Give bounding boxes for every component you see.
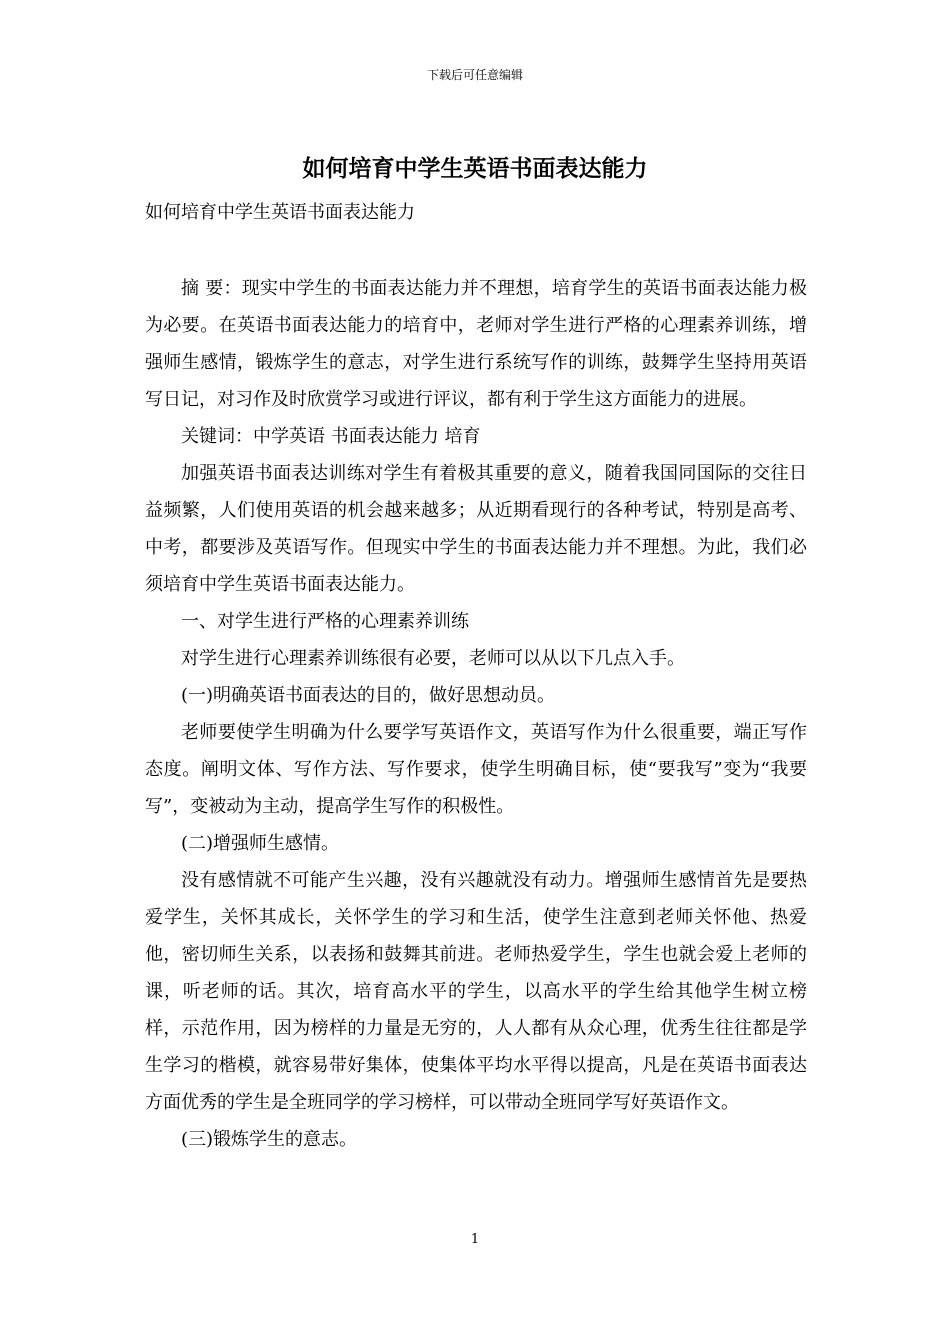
subsection-1-paragraph: 老师要使学生明确为什么要学写英语作文，英语写作为什么很重要，端正写作态度。阐明文体、写作方法、写作要求，使学生明确目标，使“要我写”变为“我要写”，变被动为主动，提高学生写作的积极性。 [145,722,807,817]
document-subtitle: 如何培育中学生英语书面表达能力 [145,202,415,223]
page-header-note: 下载后可任意编辑 [426,68,523,82]
subsection-heading-1: (一)明确英语书面表达的目的，做好思想动员。 [181,685,556,706]
subsection-heading-3: (三)锻炼学生的意志。 [181,1129,358,1150]
section-heading-1: 一、对学生进行严格的心理素养训练 [181,611,469,632]
abstract-paragraph: 摘 要：现实中学生的书面表达能力并不理想，培育学生的英语书面表达能力极为必要。在英语书面表达能力的培育中，老师对学生进行严格的心理素养训练，增强师生感情，锻炼学生的意志，对学生进行系统写作的训练，鼓舞学生坚持用英语写日记，对习作及时欣赏学习或进行评议，都有利于学生这方面能力的进展。 [145,278,807,410]
page-number: 1 [470,1232,480,1247]
document-title: 如何培育中学生英语书面表达能力 [302,155,648,182]
subsection-2-paragraph: 没有感情就不可能产生兴趣，没有兴趣就没有动力。增强师生感情首先是要热爱学生，关怀其成长，关怀学生的学习和生活，使学生注意到老师关怀他、热爱他，密切师生关系，以表扬和鼓舞其前进。老师热爱学生，学生也就会爱上老师的课，听老师的话。其次，培育高水平的学生，以高水平的学生给其他学生树立榜样，示范作用，因为榜样的力量是无穷的，人人都有从众心理，优秀生往往都是学生学习的楷模，就容易带好集体，使集体平均水平得以提高，凡是在英语书面表达方面优秀的学生是全班同学的学习榜样，可以带动全班同学写好英语作文。 [145,870,807,1113]
subsection-heading-2: (二)增强师生感情。 [181,833,340,854]
document-body [145,270,807,1158]
intro-paragraph: 加强英语书面表达训练对学生有着极其重要的意义，随着我国同国际的交往日益频繁，人们使用英语的机会越来越多；从近期看现行的各种考试，特别是高考、中考，都要涉及英语写作。但现实中学生的书面表达能力并不理想。为此，我们必须培育中学生英语书面表达能力。 [145,463,807,595]
keywords-paragraph: 关键词：中学英语 书面表达能力 培育 [181,426,481,447]
section-1-intro-paragraph: 对学生进行心理素养训练很有必要，老师可以从以下几点入手。 [181,648,685,669]
